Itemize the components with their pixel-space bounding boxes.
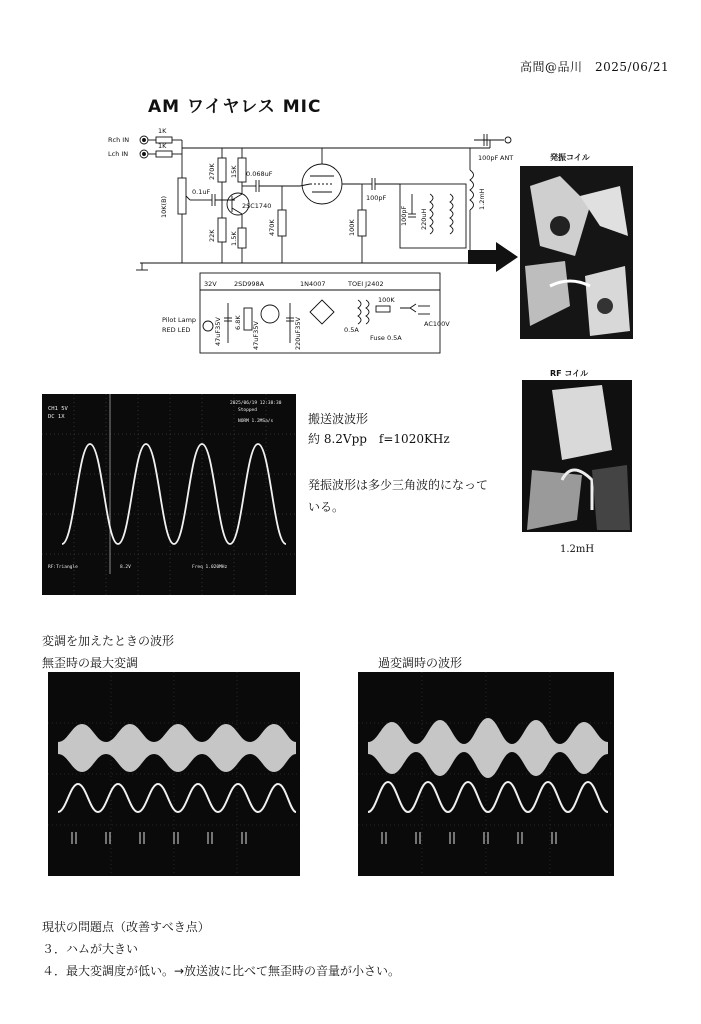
scope1-timestamp: 2025/06/19 12:38:30 [230, 401, 282, 406]
label-c0068uf: 0.068uF [246, 170, 273, 178]
rf-coil-photo [522, 380, 632, 532]
label-l12mh: 1.2mH [478, 188, 486, 210]
osc-coil-photo [520, 166, 633, 339]
issues-heading: 現状の問題点（改善すべき点） [42, 920, 210, 934]
rf-coil-value: 1.2mH [560, 544, 595, 555]
carrier-note-line1: 発振波形は多少三角波的になって [308, 478, 489, 492]
rf-coil-label: RF コイル [550, 369, 589, 378]
modulation-left-caption: 無歪時の最大変調 [42, 656, 139, 670]
label-ps-toei: TOEI J2402 [348, 280, 384, 288]
modulation-scope-over [358, 672, 614, 876]
label-ps-pilot: Pilot Lamp [162, 316, 197, 324]
label-ps-c1: 47uF35V [214, 317, 222, 346]
issue-item-3: ３．ハムが大きい [42, 942, 139, 956]
label-ps-led: RED LED [162, 326, 191, 334]
label-ps-100k: 100K [378, 296, 395, 304]
label-ps-c3: 220uF35V [294, 317, 302, 350]
label-r1k-a: 1K [158, 127, 167, 135]
carrier-scope-screenshot [42, 394, 296, 595]
label-c01uf: 0.1uF [192, 188, 211, 196]
label-ant: ANT [500, 154, 514, 162]
label-lch-in: Lch IN [108, 150, 129, 158]
label-ps-c2: 47uF35V [252, 321, 260, 350]
modulation-heading: 変調を加えたときの波形 [42, 634, 175, 648]
osc-coil-label: 発振コイル [550, 153, 590, 162]
label-ps-ac: AC100V [424, 320, 450, 328]
scope1-bottom-freq: Freq 1.020MHz [192, 565, 228, 570]
label-ps-2sd: 2SD998A [234, 280, 265, 288]
scope1-bottom-left: RF:Triangle [48, 565, 78, 570]
scope1-mode: DC 1X [48, 414, 65, 420]
label-r270k: 270K [208, 163, 216, 180]
scope1-bottom-vpp: 8.2V [120, 565, 131, 570]
page-title: AM ワイヤレス MIC [148, 97, 322, 117]
label-transistor: 2SC1740 [242, 202, 272, 210]
label-r15k: 15K [230, 165, 238, 178]
scope1-status: Stopped [238, 408, 257, 413]
label-r15k-b: 1.5K [230, 231, 238, 246]
label-ps-r1: 6.8K [234, 315, 242, 330]
modulation-scope-max [48, 672, 300, 876]
label-l220uh: 220uH [420, 208, 428, 230]
label-c100pf-out: 100pF [478, 154, 499, 162]
carrier-heading: 搬送波波形 [308, 412, 369, 426]
carrier-note-line2: いる。 [308, 500, 345, 514]
arrow-right-icon [468, 242, 518, 272]
label-ps-05a: 0.5A [344, 326, 359, 334]
scope1-trig: NORM 1.2MSa/s [238, 419, 274, 424]
carrier-value: 約 8.2Vpp f=1020KHz [308, 432, 450, 446]
label-c100pf-a: 100pF [366, 194, 387, 202]
author-date: 高間@品川 2025/06/21 [520, 60, 670, 74]
label-vr10k: 10K(B) [160, 195, 168, 218]
label-r22k: 22K [208, 229, 216, 242]
label-r100k: 100K [348, 219, 356, 236]
scope1-ch: CH1 5V [48, 406, 68, 412]
label-c100pf-b: 100pF [400, 205, 408, 226]
modulation-right-caption: 過変調時の波形 [378, 656, 463, 670]
label-ps-fuse: Fuse 0.5A [370, 334, 402, 342]
issue-item-4: ４．最大変調度が低い。→放送波に比べて無歪時の音量が小さい。 [42, 964, 401, 978]
label-r470k: 470K [268, 219, 276, 236]
label-rch-in: Rch IN [108, 136, 130, 144]
label-r1k-b: 1K [158, 142, 167, 150]
label-ps-1n4007: 1N4007 [300, 280, 326, 288]
label-ps-32v: 32V [204, 280, 217, 288]
circuit-schematic [100, 118, 514, 368]
